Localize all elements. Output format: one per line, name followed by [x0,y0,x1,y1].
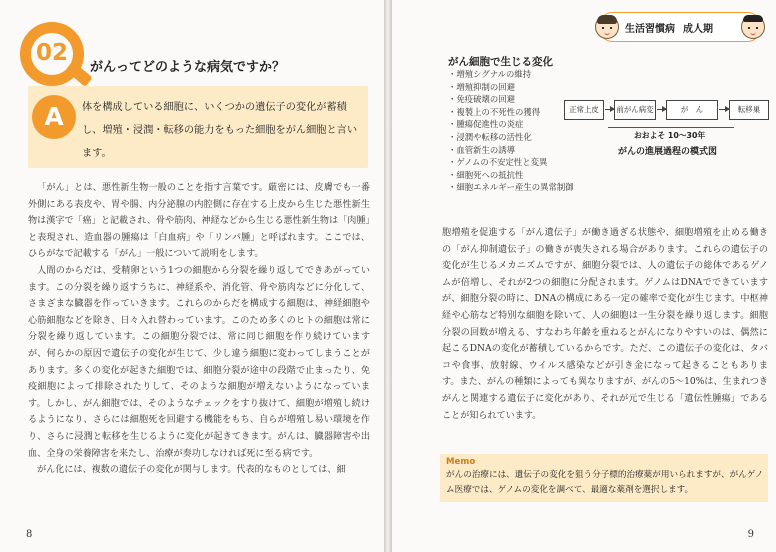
body-text-left [28,180,370,479]
question-badge [14,20,104,90]
question-title: がんってどのような病気ですか？ [90,60,286,75]
list-item: ・ 血管新生の誘導 [448,144,574,157]
question-number: 02 [35,40,68,66]
stage-cancer: が ん [666,100,718,120]
changes-list [448,68,574,194]
memo-text: がんの治療には、遺伝子の変化を狙う分子標的治療薬が用いられますが、がんゲノム医療では、ゲノムの変化を調べて、最適な薬剤を選択します。 [446,470,764,495]
page-number-right: 9 [747,529,754,540]
memo-box [440,454,768,502]
woman-face-icon [595,15,619,39]
right-page [392,0,776,552]
stage-metastasis: 転移巣 [729,100,769,120]
list-item: ・ 増殖シグナルの維持 [448,68,574,81]
arrow-icon [605,109,614,110]
list-item: ・ 免疫破壊の回避 [448,93,574,106]
period-bracket [608,127,734,128]
category-label [625,20,713,35]
paragraph: 人間のからだは、受精卵という1つの細胞から分裂を繰り返してできあがっています。この分裂を繰り返すうちに、神経系や、消化管、骨や筋肉などに分化して、さまざまな臓器を作っていきます。これらのからだを構成する細胞は、神経細胞や心筋細胞などを除き、日々入れ替わっています。このため多くのヒトの細胞は常に分裂を繰り返しています。この細胞分裂では、常に同じ細胞を作り続けていますが、何らかの原因で遺伝子の変化が生じて、少し違う細胞に変わってしまうことがあります。多くの変化が起きた細胞では、細胞分裂が途中の段階で止まったり、免疫細胞によって排除されたりして、そのような細胞が増えないようになっています。しかし、がん細胞では、そのようなチェックをすり抜けて、細胞が増殖し続けるようになり、さらには細胞死を回避する機能をもち、自らが増殖し易い環境を作り、さらに浸潤と転移を生じるように変化が起きてきます。がんは、臓器障害や出血、全身の栄養障害を来たし、治療が奏功しなければ死に至る病です。 [28,265,370,459]
list-item: ・ 浸潤や転移の活性化 [448,131,574,144]
list-item: ・ 腫瘍促進性の炎症 [448,118,574,131]
book-gutter [384,0,392,552]
page-number-left: 8 [26,529,33,540]
stage-normal-epithelium: 正常上皮 [564,100,604,120]
progression-diagram [564,100,770,122]
category-tag [598,12,762,42]
category-name: 生活習慣病 [625,24,675,35]
arrow-icon [657,109,666,110]
paragraph: 「がん」とは、悪性新生物一般のことを指す言葉です。厳密には、皮膚でも一番外側にある表皮や、胃や腸、内分泌腺の内腔側に存在する上皮から生じた悪性新生物は漢字で「癌」と記載され、骨や筋肉、神経などから生じる悪性新生物は「肉腫」と表現され、造血器の腫瘍は「白血病」や「リンパ腫」と呼ばれます。ここでは、ひらがなで記載する「がん」一般について説明をします。 [28,183,370,260]
paragraph: がん化には、複数の遺伝子の変化が関与します。代表的なものとしては、細 [37,465,346,476]
arrow-icon [719,109,729,110]
answer-badge: A [32,95,76,139]
body-text-right: 胞増殖を促進する「がん遺伝子」が働き過ぎる状態や、細胞増殖を止める働きの「がん抑制遺伝子」の働きが喪失される場合があります。これらの遺伝子の変化が生じるメカニズムですが、細胞分裂では、人の遺伝子の総体であるゲノムが倍増し、それが2つの細胞に分配されます。ゲノムはDNAでできていますが、細胞分裂の時に、DNAの構成にある一定の確率で変化が生じます。中枢神経や心筋など特別な細胞を除いて、人の細胞は一生分裂を繰り返します。細胞分裂の回数が増える、すなわち年齢を重ねるとがんになりやすいのは、偶然に起こるDNAの変化が蓄積しているからです。ただ、この遺伝子の変化は、タバコや食事、放射線、ウイルス感染などが引き金になって起きることもあります。また、がんの種類によっても異なりますが、がんの5〜10%は、生まれつきがんと関連する遺伝子に変化があり、それが元で生じる「遺伝性腫瘍」であることが知られています。 [442,228,768,421]
list-item: ・ ゲノムの不安定性と変異 [448,156,574,169]
left-page [0,0,384,552]
age-stage: 成人期 [683,24,713,35]
period-label: おおよそ 10〜30年 [634,131,706,140]
list-item: ・ 増殖抑制の回避 [448,81,574,94]
list-item: ・ 複製上の不死性の獲得 [448,106,574,119]
list-item: ・ 細胞死への抵抗性 [448,169,574,182]
stage-precancer: 前がん病変 [614,100,656,120]
man-face-icon [741,15,765,39]
changes-title: がん細胞で生じる変化 [448,56,553,68]
memo-label: Memo [446,457,476,467]
answer-text: 体を構成している細胞に、いくつかの遺伝子の変化が蓄積し、増殖・浸潤・転移の能力をもった細胞をがん細胞と言います。 [82,102,358,159]
diagram-caption: がんの進展過程の模式図 [618,147,718,157]
list-item: ・ 細胞エネルギー産生の異常制御 [448,181,574,194]
